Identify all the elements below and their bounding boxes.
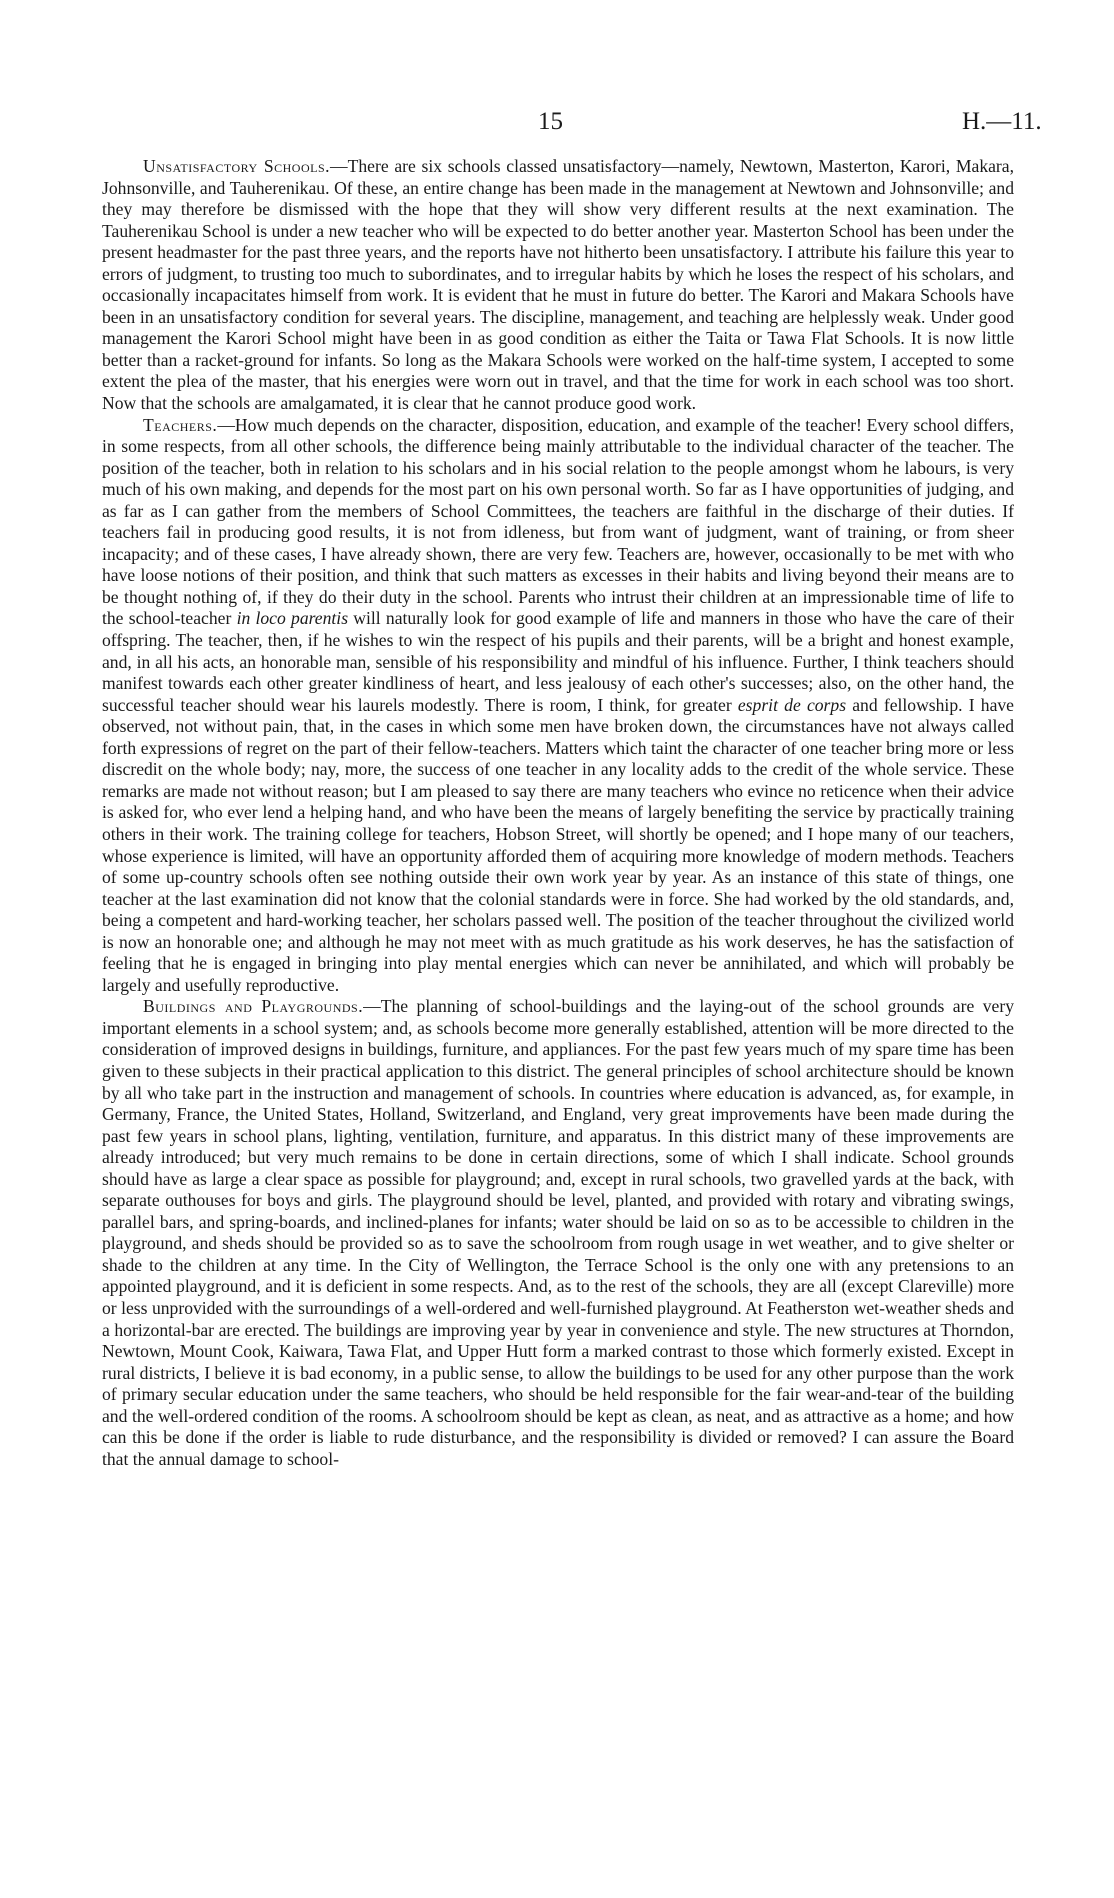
paragraph-teachers	[102, 415, 1014, 997]
paragraph-buildings-and-playgrounds	[102, 996, 1014, 1470]
document-reference: H.—11.	[962, 108, 1042, 135]
section-heading: Buildings and Playgrounds.	[143, 996, 364, 1017]
document-body	[102, 156, 1014, 1470]
paragraph-text: —The planning of school-buildings and the laying-out of the school grounds are very important elements in a school system; and, as schools become more generally established, attention will be more directed to the consideration of improved designs in buildings, furniture, and appliances. For the past few years much of my spare time has been given to these subjects in their practical application to this district. The general principles of school architecture should be known by all who take part in the instruction and management of schools. In countries where education is advanced, as, for example, in Germany, France, the United States, Holland, Switzerland, and England, very great improvements have been made during the past few years in school plans, lighting, ventilation, furniture, and apparatus. In this district many of these improvements are already introduced; but very much remains to be done in certain directions, some of which I shall indicate. School grounds should have as large a clear space as possible for playground; and, except in rural schools, two gravelled yards at the back, with separate outhouses for boys and girls. The playground should be level, planted, and provided with rotary and vibrating swings, parallel bars, and spring-boards, and inclined-planes for infants; water should be laid on so as to be accessible to children in the playground, and sheds should be provided so as to save the schoolroom from rough usage in wet weather, and to give shelter or shade to the children at any time. In the City of Wellington, the Terrace School is the only one with any pretensions to an appointed playground, and it is deficient in some respects. And, as to the rest of the schools, they are all (except Clareville) more or less unprovided with the surroundings of a well-ordered and well-furnished playground. At Featherston wet-weather sheds and a horizontal-bar are erected. The buildings are improving year by year in convenience and style. The new structures at Thorndon, Newtown, Mount Cook, Kaiwara, Tawa Flat, and Upper Hutt form a marked contrast to those which formerly existed. Except in rural districts, I believe it is bad economy, in a public sense, to allow the buildings to be used for any other purpose than the work of primary secular education under the same teachers, who should be held responsible for the fair wear-and-tear of the building and the well-ordered condition of the rooms. A schoolroom should be kept as clean, as neat, and as attractive as a home; and how can this be done if the order is liable to rude disturbance, and the responsibility is divided or removed? I can assure the Board that the annual damage to school-	[102, 996, 1015, 1469]
section-heading: Teachers.	[143, 414, 218, 435]
paragraph-unsatisfactory-schools	[102, 156, 1014, 415]
italic-phrase: in loco parentis	[236, 608, 349, 629]
section-heading: Unsatisfactory Schools.	[143, 156, 331, 176]
paragraph-text: and fellowship. I have observed, not without pain, that, in the cases in which some men have broken down, the circumstances have not always called forth expressions of regret on the part of their fellow-teachers. Matters which taint the character of one teacher bring more or less discredit on the whole body; nay, more, the success of one teacher in any locality adds to the credit of the whole service. These remarks are made not without reason; but I am pleased to say there are many teachers who evince no reticence when their advice is asked for, who ever lend a helping hand, and who have been the means of largely benefiting the service by practically training others in their work. The training college for teachers, Hobson Street, will shortly be opened; and I hope many of our teachers, whose experience is limited, will have an opportunity afforded them of acquiring more knowledge of modern methods. Teachers of some up-country schools often see nothing outside their own work year by year. As an instance of this state of things, one teacher at the last examination did not know that the colonial standards were in force. She had worked by the old standards, and, being a competent and hard-working teacher, her scholars passed well. The position of the teacher throughout the civilized world is now an honorable one; and although he may not meet with as much gratitude as his work deserves, he has the satisfaction of feeling that he is engaged in bringing into play mental energies which can never be annihilated, and which will probably be largely and usefully reproductive.	[102, 694, 1014, 995]
paragraph-text: —There are six schools classed unsatisfactory—namely, Newtown, Masterton, Karori, Makara, Johnsonville, and Tauherenikau. Of these, an entire change has been made in the management at Newtown and Johnsonville; and they may therefore be dismissed with the hope that they will show very different results at the next examination. The Tauherenikau School is under a new teacher who will be expected to do better another year. Masterton School has been under the present headmaster for the past three years, and the reports have not hitherto been unsatisfactory. I attribute his failure this year to errors of judgment, to trusting too much to subordinates, and to irregular habits by which he loses the respect of his scholars, and occasionally incapacitates himself from work. It is evident that he must in future do better. The Karori and Makara Schools have been in an unsatisfactory condition for several years. The discipline, management, and teaching are helplessly weak. Under good management the Karori School might have been in as good condition as either the Taita or Tawa Flat Schools. It is now little better than a racket-ground for infants. So long as the Makara Schools were worked on the half-time system, I accepted to some extent the plea of the master, that his energies were worn out in travel, and that the time for work in each school was too short. Now that the schools are amalgamated, it is clear that he cannot produce good work.	[102, 156, 1014, 414]
page-header	[0, 108, 1114, 148]
italic-phrase: esprit de corps	[737, 694, 847, 715]
paragraph-text: will naturally look for good example of life and manners in those who have the care of their offspring. The teacher, then, if he wishes to win the respect of his pupils and their parents, will be a bright and honest example, and, in all his acts, an honorable man, sensible of his responsibility and mindful of his influence. Further, I think teachers should manifest towards each other greater kindliness of heart, and less jealousy of each other's successes; also, on the other hand, the successful teacher should wear his laurels modestly. There is room, I think, for greater	[102, 608, 1014, 715]
page-number: 15	[538, 108, 563, 135]
paragraph-text: —How much depends on the character, disposition, education, and example of the teacher! Every school differs, in some respects, from all other schools, the difference being mainly attributable to the individual character of the teacher. The position of the teacher, both in relation to his scholars and in his social relation to the people amongst whom he labours, is very much of his own making, and depends for the most part on his own personal worth. So far as I have opportunities of judging, and as far as I can gather from the members of School Committees, the teachers are faithful in the discharge of their duties. If teachers fail in producing good results, it is not from idleness, but from want of judgment, want of training, or from sheer incapacity; and of these cases, I have already shown, there are very few. Teachers are, however, occasionally to be met with who have loose notions of their position, and think that such matters as excesses in their habits and living beyond their means are to be thought nothing of, if they do their duty in the school. Parents who intrust their children at an impressionable time of life to the school-teacher	[102, 414, 1014, 629]
